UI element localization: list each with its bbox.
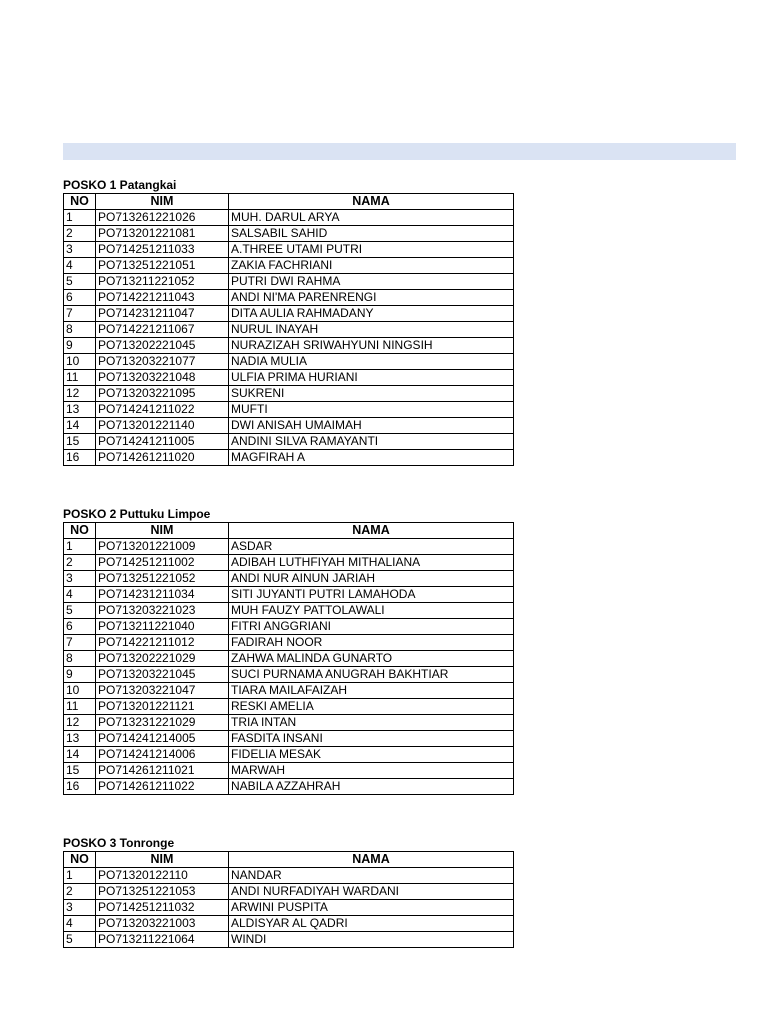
row-number: 16 [64,450,96,466]
nim-cell: PO714241214006 [96,747,229,763]
nama-cell: ANDI NURFADIYAH WARDANI [229,884,514,900]
table-row [64,635,514,651]
table-row [64,683,514,699]
nama-cell: ARWINI PUSPITA [229,900,514,916]
table-row [64,258,514,274]
nama-cell: SUCI PURNAMA ANUGRAH BAKHTIAR [229,667,514,683]
nim-cell: PO713203221095 [96,386,229,402]
row-number: 4 [64,916,96,932]
row-number: 15 [64,763,96,779]
table-row [64,418,514,434]
nama-cell: SUKRENI [229,386,514,402]
nim-cell: PO713211221040 [96,619,229,635]
row-number: 3 [64,900,96,916]
section-title: POSKO 3 Tonronge [63,836,175,850]
column-header-no: NO [64,194,96,210]
nama-cell: DITA AULIA RAHMADANY [229,306,514,322]
row-number: 6 [64,619,96,635]
posko-section [63,506,514,795]
row-number: 14 [64,747,96,763]
row-number: 2 [64,226,96,242]
nim-cell: PO713251221052 [96,571,229,587]
nama-cell: PUTRI DWI RAHMA [229,274,514,290]
table-row [64,868,514,884]
nim-cell: PO713203221023 [96,603,229,619]
nim-cell: PO714221211067 [96,322,229,338]
table-header-row [64,852,514,868]
nim-cell: PO714251211033 [96,242,229,258]
row-number: 1 [64,868,96,884]
table-row [64,338,514,354]
row-number: 9 [64,667,96,683]
row-number: 7 [64,635,96,651]
table-row [64,699,514,715]
row-number: 7 [64,306,96,322]
nim-cell: PO714251211032 [96,900,229,916]
row-number: 10 [64,683,96,699]
nim-cell: PO713202221029 [96,651,229,667]
column-header-nim: NIM [96,523,229,539]
nim-cell: PO713203221003 [96,916,229,932]
nama-cell: NANDAR [229,868,514,884]
nim-cell: PO714261211020 [96,450,229,466]
table-row [64,539,514,555]
nama-cell: FITRI ANGGRIANI [229,619,514,635]
column-header-nama: NAMA [229,194,514,210]
nim-cell: PO714221211043 [96,290,229,306]
nama-cell: TRIA INTAN [229,715,514,731]
column-header-nim: NIM [96,852,229,868]
nama-cell: SALSABIL SAHID [229,226,514,242]
row-number: 2 [64,555,96,571]
nim-cell: PO714221211012 [96,635,229,651]
row-number: 12 [64,386,96,402]
nama-cell: RESKI AMELIA [229,699,514,715]
nama-cell: ULFIA PRIMA HURIANI [229,370,514,386]
nim-cell: PO714261211022 [96,779,229,795]
nim-cell: PO714231211034 [96,587,229,603]
nim-cell: PO714241211005 [96,434,229,450]
nama-cell: NURAZIZAH SRIWAHYUNI NINGSIH [229,338,514,354]
nim-cell: PO714231211047 [96,306,229,322]
nama-cell: MUFTI [229,402,514,418]
nim-cell: PO713261221026 [96,210,229,226]
table-row [64,386,514,402]
table-row [64,884,514,900]
table-row [64,242,514,258]
nim-cell: PO713251221051 [96,258,229,274]
nim-cell: PO713203221077 [96,354,229,370]
row-number: 13 [64,731,96,747]
table-row [64,210,514,226]
nama-cell: ANDINI SILVA RAMAYANTI [229,434,514,450]
nama-cell: TIARA MAILAFAIZAH [229,683,514,699]
posko-section [63,835,514,948]
table-row [64,402,514,418]
nim-cell: PO713201221140 [96,418,229,434]
row-number: 9 [64,338,96,354]
nama-cell: MUH FAUZY PATTOLAWALI [229,603,514,619]
column-header-nama: NAMA [229,852,514,868]
student-table [63,522,514,795]
nama-cell: FASDITA INSANI [229,731,514,747]
row-number: 15 [64,434,96,450]
nim-cell: PO713203221048 [96,370,229,386]
table-row [64,747,514,763]
row-number: 10 [64,354,96,370]
row-number: 5 [64,603,96,619]
column-header-no: NO [64,523,96,539]
table-row [64,290,514,306]
table-row [64,322,514,338]
table-row [64,763,514,779]
nama-cell: NABILA AZZAHRAH [229,779,514,795]
row-number: 4 [64,587,96,603]
nim-cell: PO714261211021 [96,763,229,779]
nama-cell: FIDELIA MESAK [229,747,514,763]
row-number: 1 [64,210,96,226]
row-number: 14 [64,418,96,434]
table-row [64,306,514,322]
row-number: 6 [64,290,96,306]
column-header-nim: NIM [96,194,229,210]
row-number: 4 [64,258,96,274]
row-number: 12 [64,715,96,731]
posko-section [63,177,514,466]
table-row [64,619,514,635]
nama-cell: A.THREE UTAMI PUTRI [229,242,514,258]
nim-cell: PO714251211002 [96,555,229,571]
nama-cell: ZAHWA MALINDA GUNARTO [229,651,514,667]
row-number: 11 [64,370,96,386]
nama-cell: DWI ANISAH UMAIMAH [229,418,514,434]
nama-cell: WINDI [229,932,514,948]
table-row [64,354,514,370]
nim-cell: PO713201221081 [96,226,229,242]
table-row [64,434,514,450]
row-number: 11 [64,699,96,715]
nim-cell: PO713203221047 [96,683,229,699]
nama-cell: ALDISYAR AL QADRI [229,916,514,932]
column-header-nama: NAMA [229,523,514,539]
row-number: 1 [64,539,96,555]
row-number: 2 [64,884,96,900]
nama-cell: NURUL INAYAH [229,322,514,338]
column-header-no: NO [64,852,96,868]
table-row [64,932,514,948]
header-band [63,143,736,160]
section-title: POSKO 2 Puttuku Limpoe [63,507,211,521]
table-row [64,555,514,571]
table-row [64,603,514,619]
nim-cell: PO714241211022 [96,402,229,418]
table-header-row [64,194,514,210]
row-number: 3 [64,571,96,587]
nama-cell: MAGFIRAH A [229,450,514,466]
row-number: 16 [64,779,96,795]
row-number: 8 [64,651,96,667]
section-title: POSKO 1 Patangkai [63,178,177,192]
nim-cell: PO713203221045 [96,667,229,683]
nama-cell: MARWAH [229,763,514,779]
student-table [63,193,514,466]
nama-cell: ZAKIA FACHRIANI [229,258,514,274]
nama-cell: ADIBAH LUTHFIYAH MITHALIANA [229,555,514,571]
nim-cell: PO714241214005 [96,731,229,747]
table-row [64,916,514,932]
table-header-row [64,523,514,539]
table-row [64,779,514,795]
nim-cell: PO713211221064 [96,932,229,948]
nama-cell: FADIRAH NOOR [229,635,514,651]
table-row [64,370,514,386]
nim-cell: PO713251221053 [96,884,229,900]
table-row [64,450,514,466]
table-row [64,715,514,731]
nama-cell: MUH. DARUL ARYA [229,210,514,226]
row-number: 5 [64,932,96,948]
table-row [64,731,514,747]
row-number: 13 [64,402,96,418]
nim-cell: PO713202221045 [96,338,229,354]
nim-cell: PO713231221029 [96,715,229,731]
nama-cell: SITI JUYANTI PUTRI LAMAHODA [229,587,514,603]
table-row [64,900,514,916]
nama-cell: ANDI NI'MA PARENRENGI [229,290,514,306]
table-row [64,667,514,683]
nim-cell: PO71320122110 [96,868,229,884]
nim-cell: PO713211221052 [96,274,229,290]
nama-cell: NADIA MULIA [229,354,514,370]
table-row [64,587,514,603]
row-number: 5 [64,274,96,290]
nim-cell: PO713201221009 [96,539,229,555]
nama-cell: ASDAR [229,539,514,555]
row-number: 3 [64,242,96,258]
row-number: 8 [64,322,96,338]
table-row [64,571,514,587]
table-row [64,651,514,667]
nama-cell: ANDI NUR AINUN JARIAH [229,571,514,587]
table-row [64,274,514,290]
nim-cell: PO713201221121 [96,699,229,715]
student-table [63,851,514,948]
table-row [64,226,514,242]
